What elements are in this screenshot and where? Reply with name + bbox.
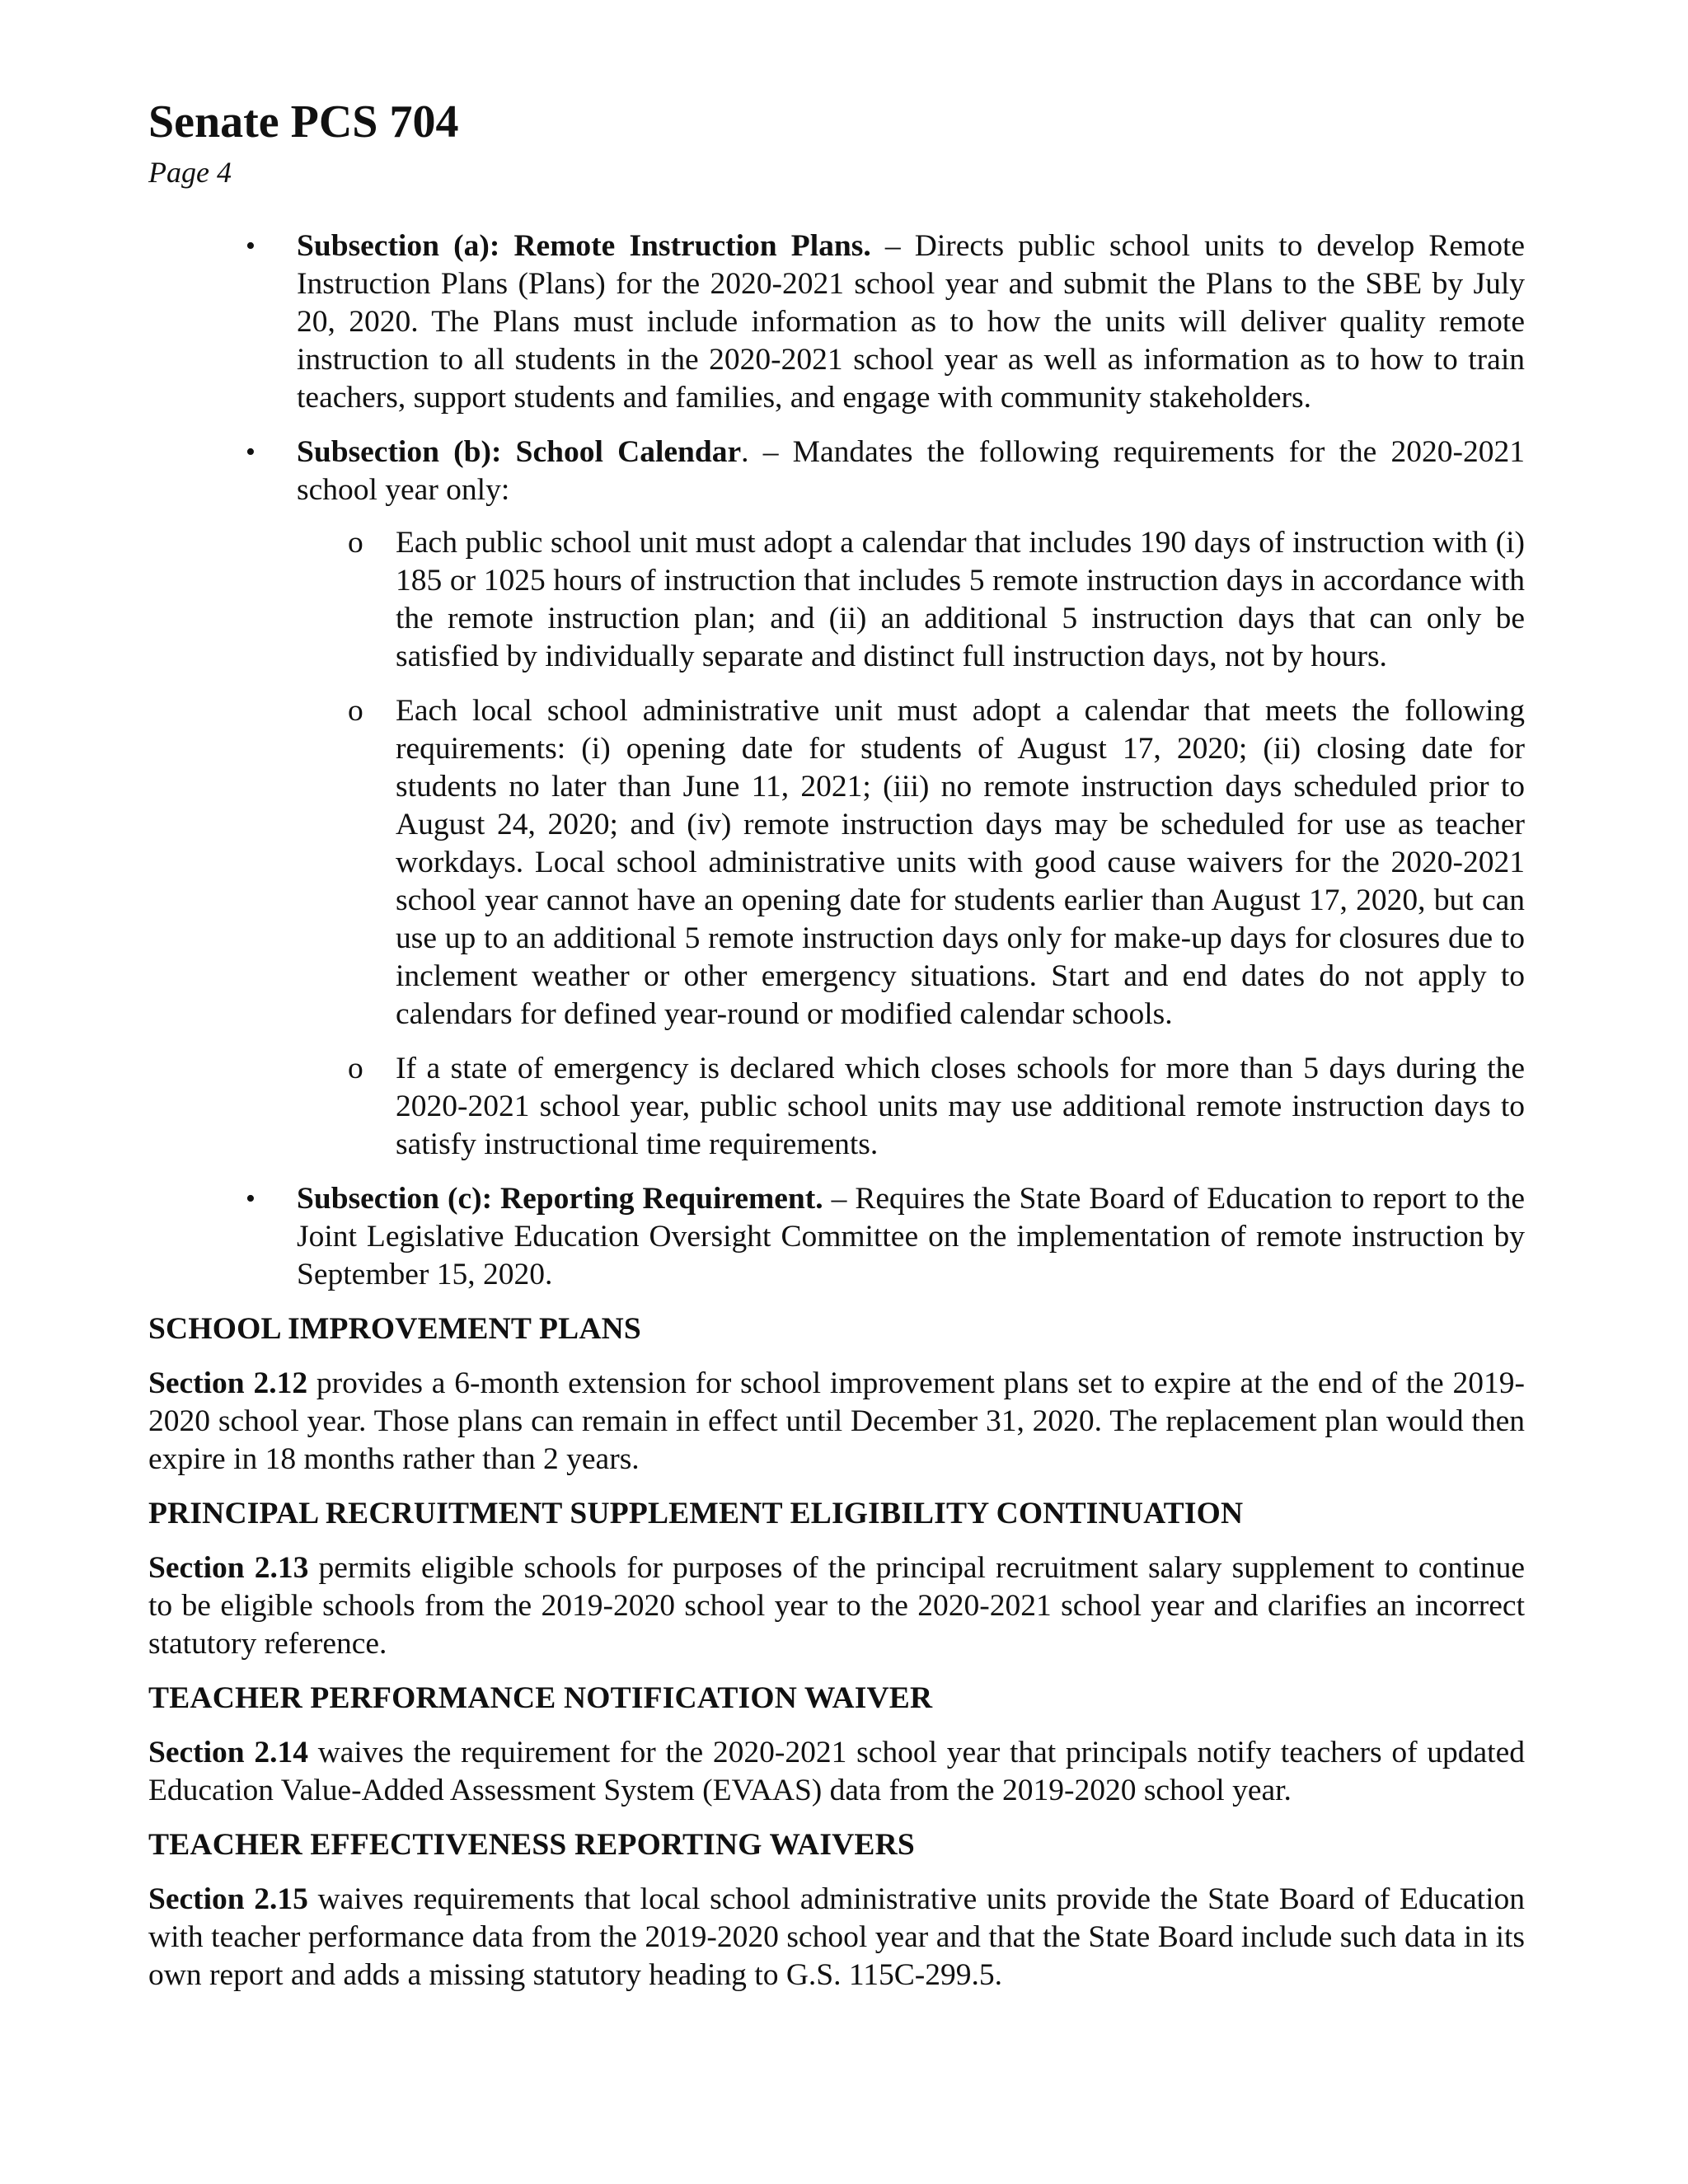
page-number: Page 4 xyxy=(148,156,232,189)
section-number: Section 2.12 xyxy=(148,1366,308,1400)
section-heading-principal-recruitment: PRINCIPAL RECRUITMENT SUPPLEMENT ELIGIBILITY CONTINUATION xyxy=(148,1497,1244,1530)
bullet-icon: • xyxy=(246,1183,256,1214)
subsection-item-c xyxy=(148,1180,1525,1294)
bullet-icon: • xyxy=(246,437,256,467)
section-paragraph xyxy=(148,1549,1525,1663)
requirement-text: Each public school unit must adopt a calendar that includes 190 days of instruction with (i) 185 or 1025 hours of instruction that includes 5 remote instruction days in accordance with the remote instruction plan; and (ii) an additional 5 instruction days that can only be satisfied by individually separate and distinct full instruction days, not by hours. xyxy=(396,526,1525,673)
bullet-icon: • xyxy=(246,231,256,261)
requirement-list xyxy=(297,524,1525,1164)
section-heading-teacher-effectiveness: TEACHER EFFECTIVENESS REPORTING WAIVERS xyxy=(148,1828,915,1862)
subsection-description: – Requires the State Board of Education to report to the Joint Legislative Education Oversight Committee on the implementation of remote instruction by September 15, 2020. xyxy=(297,1182,1525,1291)
document-title: Senate PCS 704 xyxy=(148,96,459,148)
section-heading-school-improvement: SCHOOL IMPROVEMENT PLANS xyxy=(148,1312,641,1346)
subsection-lead: Subsection (c): Reporting Requirement. xyxy=(297,1182,823,1216)
subsection-list xyxy=(148,227,1525,1294)
subsection-lead: Subsection (a): Remote Instruction Plans. xyxy=(297,229,871,263)
hollow-bullet-icon: o xyxy=(348,526,363,560)
subsection-item-b xyxy=(148,434,1525,1164)
section-paragraph xyxy=(148,1365,1525,1479)
section-number: Section 2.13 xyxy=(148,1551,309,1585)
section-number: Section 2.15 xyxy=(148,1882,308,1916)
subsection-text xyxy=(297,227,1525,417)
section-text: waives requirements that local school administrative units provide the State Board of Education with teacher performance data from the 2019-2020 school year and that the State Board include such data in its own report and adds a missing statutory heading to G.S. 115C-299.5. xyxy=(148,1882,1525,1992)
section-heading-teacher-performance: TEACHER PERFORMANCE NOTIFICATION WAIVER xyxy=(148,1681,933,1715)
section-number: Section 2.14 xyxy=(148,1736,308,1769)
subsection-lead: Subsection (b): School Calendar xyxy=(297,435,742,469)
hollow-bullet-icon: o xyxy=(348,694,363,728)
section-text: waives the requirement for the 2020-2021 school year that principals notify teachers of updated Education Value-Added Assessment System (EVAAS) data from the 2019-2020 school year. xyxy=(148,1736,1525,1807)
section-text: permits eligible schools for purposes of the principal recruitment salary supplement to continue to be eligible schools from the 2019-2020 school year to the 2020-2021 school year and clarifies an incorrect statutory reference. xyxy=(148,1551,1525,1661)
section-text: provides a 6-month extension for school improvement plans set to expire at the end of the 2019-2020 school year. Those plans can remain in effect until December 31, 2020. The replacement plan would then expire in 18 months rather than 2 years. xyxy=(148,1366,1525,1476)
requirement-item xyxy=(297,1050,1525,1164)
hollow-bullet-icon: o xyxy=(348,1052,363,1085)
section-paragraph xyxy=(148,1881,1525,1994)
subsection-text xyxy=(297,1180,1525,1294)
requirement-item xyxy=(297,524,1525,676)
subsection-text xyxy=(297,434,1525,509)
requirement-text: If a state of emergency is declared which closes schools for more than 5 days during the 2020-2021 school year, public school units may use additional remote instruction days to satisfy instructional time requirements. xyxy=(396,1052,1525,1161)
subsection-description: – Directs public school units to develop Remote Instruction Plans (Plans) for the 2020-2021 school year and submit the Plans to the SBE by July 20, 2020. The Plans must include information as to how the units will deliver quality remote instruction to all students in the 2020-2021 school year as well as information as to how to train teachers, support students and families, and engage with community stakeholders. xyxy=(297,229,1526,415)
subsection-description: . – Mandates the following requirements for the 2020-2021 school year only: xyxy=(297,435,1525,507)
document-body xyxy=(148,227,1525,2011)
section-paragraph xyxy=(148,1734,1525,1810)
requirement-text: Each local school administrative unit must adopt a calendar that meets the following requirements: (i) opening date for students of August 17, 2020; (ii) closing date for students no later than June 11, 2021; (iii) no remote instruction days scheduled prior to August 24, 2020; and (iv) remote instruction days may be scheduled for use as teacher workdays. Local school administrative units with good cause waivers for the 2020-2021 school year cannot have an opening date for students earlier than August 17, 2020, but can use up to an additional 5 remote instruction days only for make-up days for closures due to inclement weather or other emergency situations. Start and end dates do not apply to calendars for defined year-round or modified calendar schools. xyxy=(396,694,1525,1031)
subsection-item-a xyxy=(148,227,1525,417)
requirement-item xyxy=(297,692,1525,1033)
